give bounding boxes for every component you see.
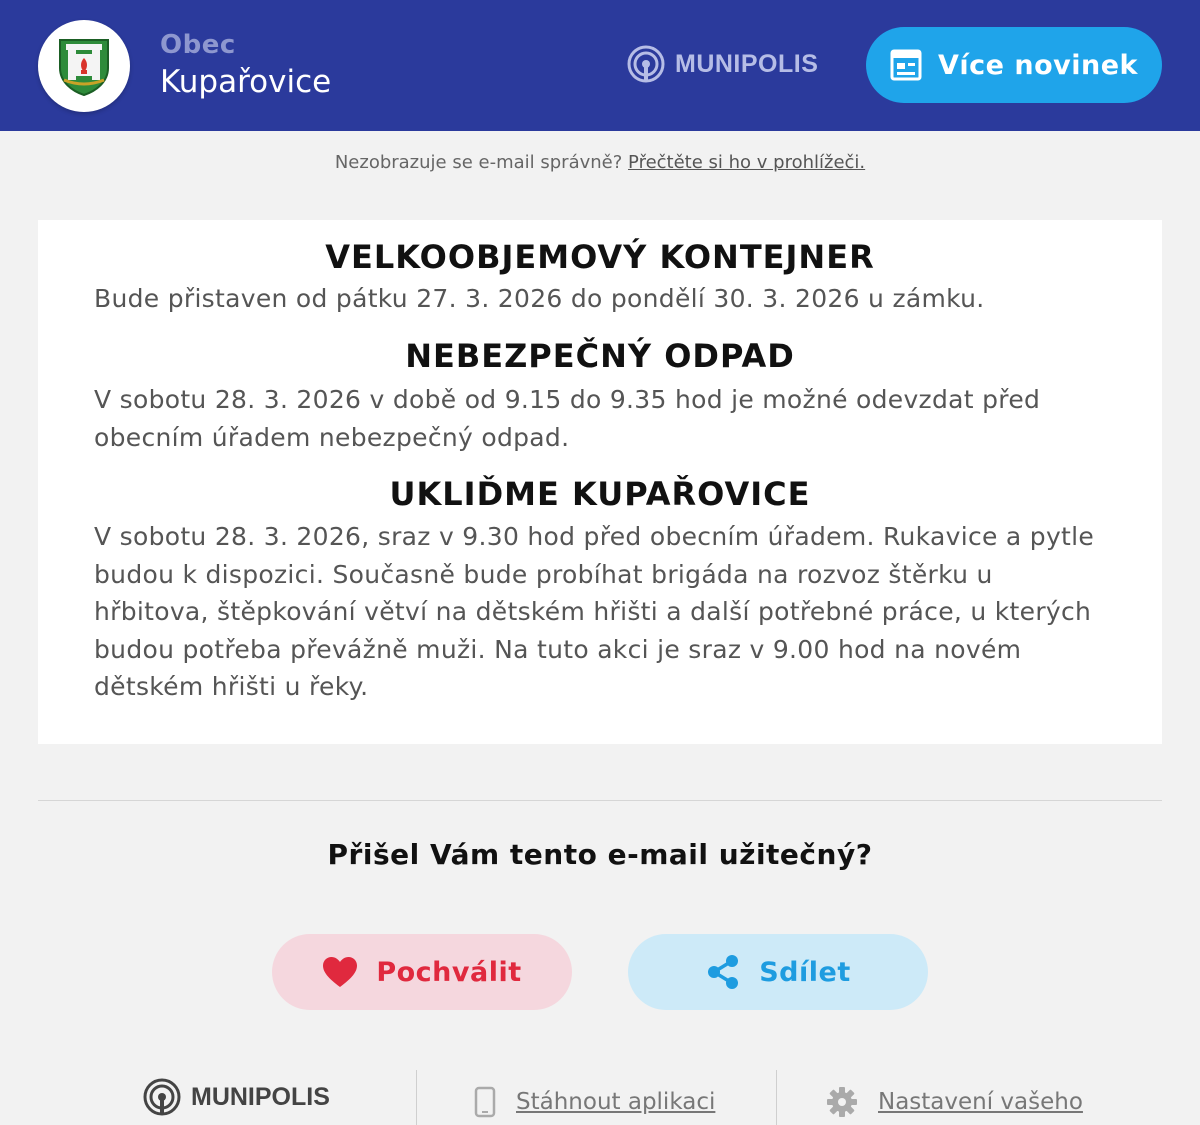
broadcast-icon — [143, 1078, 181, 1116]
settings-label: Nastavení vašeho — [878, 1089, 1083, 1115]
open-in-browser-link[interactable]: Přečtěte si ho v prohlížeči. — [628, 152, 866, 173]
heart-icon — [322, 956, 358, 988]
article-body: Bude přistaven od pátku 27. 3. 2026 do pondělí 30. 3. 2026 u zámku. — [94, 284, 985, 313]
download-app-link[interactable] — [474, 1086, 715, 1118]
footer-separator — [776, 1070, 777, 1125]
broadcast-icon — [627, 45, 665, 83]
munipolis-wordmark: MUNIPOLIS — [675, 49, 819, 78]
footer-munipolis-wordmark: MUNIPOLIS — [191, 1082, 330, 1111]
download-app-label: Stáhnout aplikaci — [516, 1089, 716, 1115]
notice-text: Nezobrazuje se e-mail správně? — [334, 152, 623, 173]
feedback-question: Přišel Vám tento e-mail užitečný? — [327, 838, 873, 871]
praise-button[interactable] — [272, 934, 572, 1010]
news-card — [38, 220, 1162, 744]
header-bar — [0, 0, 1200, 131]
footer-munipolis-logo[interactable] — [143, 1078, 330, 1116]
article-title: UKLIĎME KUPAŘOVICE — [389, 475, 811, 513]
brand-prefix: Obec — [160, 30, 236, 60]
newspaper-icon — [890, 49, 922, 81]
article-body: V sobotu 28. 3. 2026, sraz v 9.30 hod před obecním úřadem. Rukavice a pytle budou k dispozici. Současně bude probíhat brigáda na rozvoz štěrku u hřbitova, štěpkování větví na dětském hřišti a další potřebné práce, u kterých budou potřeba převážně muži. Na tuto akci je sraz v 9.00 hod na novém dětském hřišti u řeky. — [94, 522, 1095, 701]
article-body: V sobotu 28. 3. 2026 v době od 9.15 do 9.35 hod je možné odevzdat před obecním úřadem nebezpečný odpad. — [94, 385, 1041, 452]
more-news-button[interactable] — [866, 27, 1162, 103]
share-button[interactable] — [628, 934, 928, 1010]
coat-of-arms-icon — [52, 34, 116, 98]
share-label: Sdílet — [759, 956, 851, 988]
more-news-label: Více novinek — [938, 49, 1138, 81]
municipality-logo[interactable] — [38, 20, 130, 112]
share-icon — [705, 954, 741, 990]
phone-icon — [474, 1086, 496, 1118]
settings-link[interactable] — [826, 1086, 1083, 1118]
footer-separator — [416, 1070, 417, 1125]
munipolis-logo[interactable] — [627, 44, 818, 84]
browser-view-notice — [0, 152, 1200, 173]
section-divider — [38, 800, 1162, 801]
article-title: VELKOOBJEMOVÝ KONTEJNER — [325, 238, 875, 276]
article-title: NEBEZPEČNÝ ODPAD — [405, 337, 795, 375]
gear-icon — [826, 1086, 858, 1118]
praise-label: Pochválit — [376, 956, 522, 988]
municipality-name: Kupařovice — [160, 64, 332, 100]
